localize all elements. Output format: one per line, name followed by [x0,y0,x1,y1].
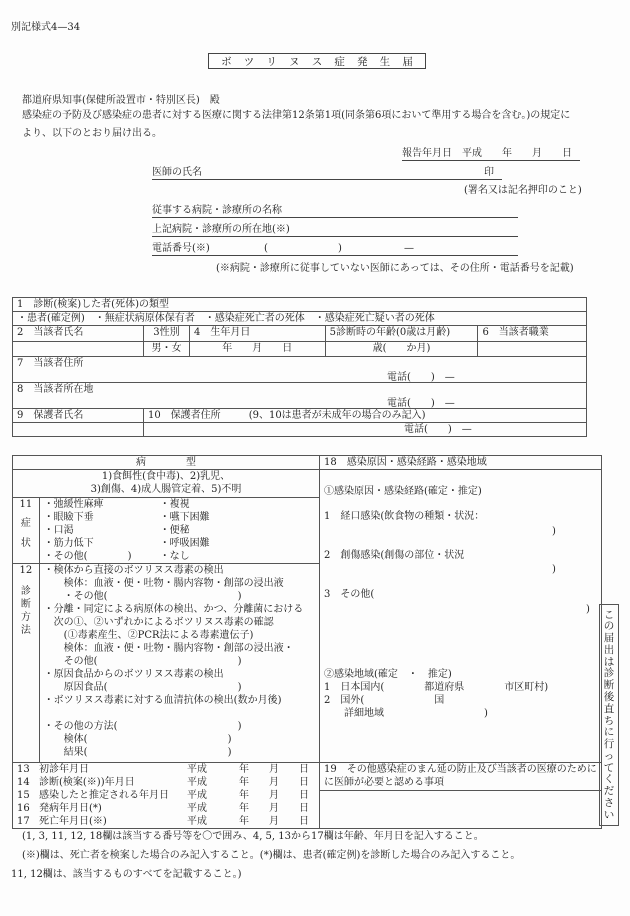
symptom-option[interactable]: ・弛緩性麻痺 [43,499,104,510]
diagnosis-method-line[interactable]: 結果( ) [43,747,232,758]
section-3-label: 3性別 [143,326,189,342]
patient-location-field[interactable]: 8 当該者所在地 電話( ) — [13,383,587,409]
birth-date-field[interactable]: 年 月 日 [189,342,325,357]
footnote-1: (1, 3, 11, 12, 18欄は該当する番号等を〇で囲み、4, 5, 13から17欄は年齢、年月日を記入すること。 [22,831,484,842]
side-note-char: い [603,808,615,821]
patient-address-field[interactable]: 7 当該者住所 電話( ) — [13,357,587,383]
diagnosis-method-line[interactable]: 原因食品( ) [43,682,242,693]
title-char: ヌ [289,55,300,68]
section-5-label: 5診断時の年齢(0歳は月齢) [325,326,478,342]
section-19-header: 19 その他感染症のまん延の防止及び当該者の医療のために に医師が必要と認める事項 [320,763,602,791]
title-char: リ [266,55,277,68]
title-char: ツ [243,55,255,68]
infection-route-heading: ①感染原因・感染経路(確定・推定) [324,486,482,497]
seal-mark: 印 [484,167,494,178]
section-1-options[interactable]: ・患者(確定例) ・無症状病原体保有者 ・感染症死亡者の死体 ・感染症死亡疑い者の死体 [13,312,587,326]
infection-region-heading: ②感染地域(確定 ・ 推定) [324,669,452,680]
side-note-char: の [603,620,615,633]
side-note-char: は [603,655,615,668]
diagnosis-method-line[interactable]: ・原因食品からのボツリヌス毒素の検出 [43,669,224,680]
domestic-option[interactable]: 1 日本国内( 都道府県 市区町村) [324,682,549,693]
sex-field[interactable]: 男・女 [143,342,189,357]
wound-infection-option[interactable]: 2 創傷感染(創傷の部位・状況 [324,550,465,561]
hospital-note: (※病院・診療所に従事していない医師にあっては、その住所・電話番号を記載) [216,263,574,274]
section-12-label: 12 診 断 方 法 [13,564,40,763]
side-note-char: ち [603,714,615,727]
side-note-char: だ [603,785,615,798]
section-18-header: 18 感染原因・感染経路・感染地域 [320,456,602,470]
date-row-16[interactable]: 16 発病年月日(*) 平成 年 月 日 [17,803,309,814]
hospital-address-field[interactable]: 上記病院・診療所の所在地(※) [152,224,518,237]
diagnosis-method-line[interactable]: 次の①、②いずれかによるボツリヌス毒素の確認 [43,617,274,628]
side-note [599,604,619,826]
diagnosis-method-line[interactable]: ・ボツリヌス毒素に対する血清抗体の検出(数か月後) [43,695,282,706]
side-note-char: 断 [603,679,615,692]
symptom-option[interactable]: ・口渇 [43,525,74,536]
intro-line-2: より、以下のとおり届け出る。 [22,128,162,139]
diagnosis-method-line[interactable]: 検体：血液・便・吐物・腸内容物・創部の浸出液・ [43,643,294,654]
patient-info-table [12,297,587,437]
footnote-2: (※)欄は、死亡者を検案した場合のみ記入すること。(*)欄は、患者(確定例)を診断した場合のみ記入すること。 [22,850,521,861]
detailed-region[interactable]: 詳細地域 ) [324,708,488,719]
oral-infection-option[interactable]: 1 経口感染(飲食物の種類・状況： [324,511,485,522]
other-infection-option[interactable]: 3 その他( [324,589,375,600]
diagnosis-method-line[interactable]: (①毒素産生、②PCR法による毒素遺伝子) [43,630,254,641]
form-id: 別記様式4—34 [11,22,81,33]
disease-type-options[interactable]: 1)食餌性(食中毒)、2)乳児、 3)創傷、4)成人腸管定着、5)不明 [13,470,320,498]
date-row-14[interactable]: 14 診断(検案(※))年月日 平成 年 月 日 [17,777,309,788]
overseas-option[interactable]: 2 国外( 国 [324,695,445,706]
patient-name-field[interactable] [13,342,144,357]
section-19-field[interactable] [320,791,602,829]
title-char: ボ [221,55,232,68]
symptom-option[interactable]: ・複視 [159,499,190,510]
section-9-label: 9 保護者氏名 [13,409,144,423]
section-1-label: 1 診断(検案)した者(死体)の類型 [13,298,587,312]
dates-block[interactable] [13,763,320,829]
diagnosis-methods[interactable] [39,564,319,763]
diagnosis-method-line[interactable]: 検体( ) [43,734,232,745]
side-note-char: 後 [603,690,615,703]
patient-location-phone: 電話( ) — [387,398,455,409]
side-note-char: さ [603,796,615,809]
form-title [208,53,426,69]
side-note-char: 行 [603,738,615,751]
report-date[interactable]: 報告年月日 平成 年 月 日 [402,148,580,161]
diagnosis-method-line[interactable]: ・その他の方法( ) [43,721,242,732]
addressee: 都道府県知事(保健所設置市・特別区長) 殿 [22,95,220,106]
patient-address-phone: 電話( ) — [387,372,455,383]
section-11-label: 11 症 状 [13,498,40,564]
title-char: 届 [402,55,413,68]
diagnosis-method-line[interactable]: ・分離・同定による病原体の検出、かつ、分離菌における [43,604,304,615]
side-note-char: 届 [603,632,615,645]
title-char: 生 [379,55,391,68]
side-note-char: に [603,726,615,739]
title-char: 発 [357,55,368,68]
phone-label: 電話番号(※) [152,243,210,254]
date-row-17[interactable]: 17 死亡年月日(※) 平成 年 月 日 [17,816,309,827]
symptom-option[interactable]: ・その他( ) [43,551,132,562]
guardian-address-field[interactable]: 電話( ) — [143,423,586,437]
section-4-label: 4 生年月日 [189,326,325,342]
diagnosis-method-line[interactable]: ・検体から直接のボツリヌス毒素の検出 [43,565,224,576]
diagnosis-method-line[interactable]: ・その他( ) [43,591,242,602]
age-field[interactable]: 歳( か月) [325,342,478,357]
side-note-char: 直 [603,702,615,715]
symptom-option[interactable]: ・眼瞼下垂 [43,512,94,523]
section-6-label: 6 当該者職業 [478,326,587,342]
symptom-option[interactable]: ・嚥下困難 [159,512,210,523]
section-10-header: 10 保護者住所 (9、10は患者が未成年の場合のみ記入) [143,409,586,423]
title-char: 症 [334,55,345,68]
doctor-name-label: 医師の氏名 [152,167,202,178]
intro-line-1: 感染症の予防及び感染症の患者に対する医療に関する法律第12条第1項(同条第6項において準用する場合を含む。)の規定に [22,110,571,121]
symptom-option[interactable]: ・便秘 [159,525,190,536]
side-note-char: て [603,761,615,774]
signature-note: (署名又は記名押印のこと) [464,185,582,196]
symptoms-list[interactable] [39,498,319,564]
side-note-char: っ [603,749,615,762]
side-note-char: 出 [603,643,615,656]
phone-field[interactable]: 電話番号(※) ( ) — [152,243,518,256]
date-row-13[interactable]: 13 初診年月日 平成 年 月 日 [17,764,309,775]
symptom-option[interactable]: ・筋力低下 [43,538,94,549]
section-2-label: 2 当該者氏名 [13,326,144,342]
hospital-name-field[interactable]: 従事する病院・診療所の名称 [152,205,518,218]
disease-type-header: 病 型 [13,456,320,470]
section-18-body[interactable]: ①感染原因・感染経路(確定・推定) 1 経口感染(飲食物の種類・状況： ) 2 創傷感染(創傷の部位・状況 ) 3 その他( ) ②感染地域(確定 ・ 推定) 1 日本国内( 都道府県 市区町村) 2 国外( 国 詳細地域 ) [320,470,602,763]
diagnosis-method-line[interactable]: その他( ) [43,656,242,667]
symptom-option[interactable]: ・呼吸困難 [159,538,210,549]
symptom-option[interactable]: ・なし [159,551,190,562]
occupation-field[interactable] [478,342,587,357]
date-row-15[interactable]: 15 感染したと推定される年月日 平成 年 月 日 [17,790,309,801]
side-note-char: く [603,773,615,786]
side-note-char: こ [603,608,615,621]
diagnosis-method-line[interactable] [44,707,315,720]
side-note-char: 診 [603,667,615,680]
guardian-name-field[interactable] [13,423,144,437]
footnote-3: 11, 12欄は、該当するものすべてを記載すること。) [11,869,242,880]
diagnosis-method-line[interactable]: 検体：血液・便・吐物・腸内容物・創部の浸出液 [43,578,284,589]
doctor-name-field[interactable] [152,167,502,180]
title-char: ス [311,55,323,68]
disease-info-table [12,455,602,829]
